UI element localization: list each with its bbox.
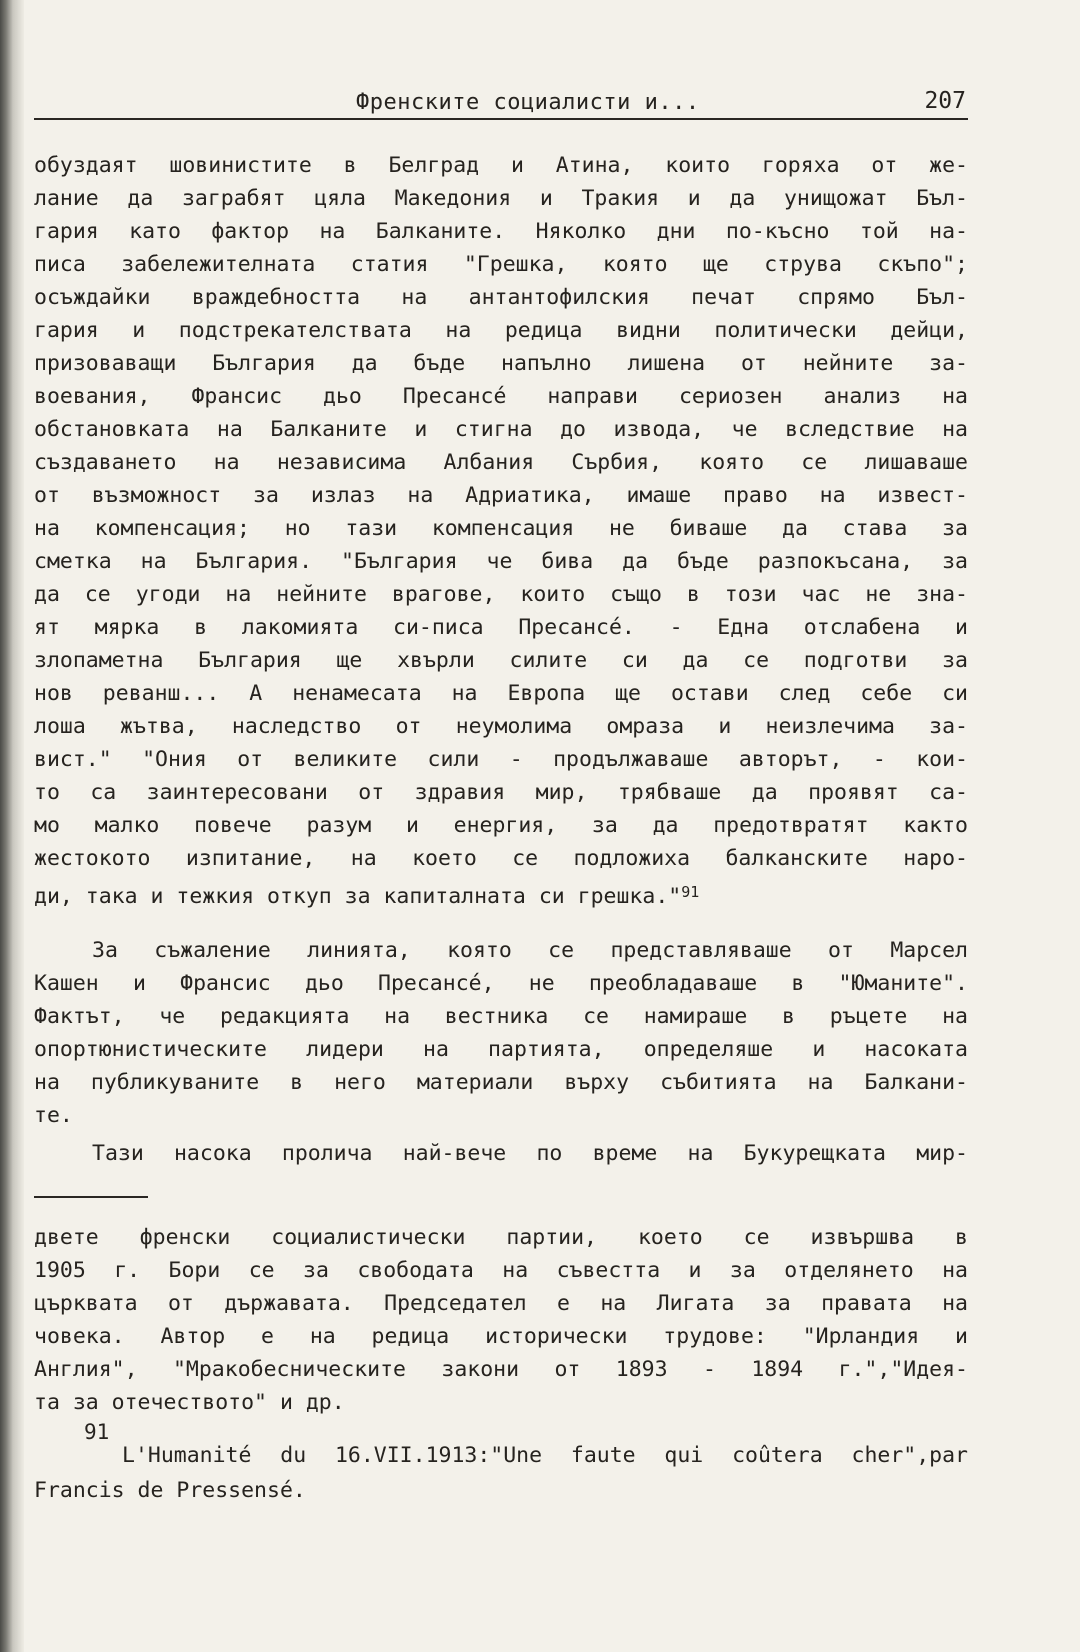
footnote-line: 1905 г. Бори се за свободата на съвестта и за отделянето на [34,1258,968,1283]
body-line: осъждайки враждебността на антантофилския печат спрямо Бъл- [34,285,968,310]
running-header [34,88,968,120]
body-line: гария и подстрекателствата на редица видни политически дейци, [34,318,968,343]
page-number: 207 [924,88,966,114]
running-title: Френските социалисти и... [356,90,700,115]
footnote-text: L'Humanité du 16.VII.1913:"Une faute qui coûtera cher",par [122,1443,968,1468]
body-line: Кашен и Франсис дьо Пресансé, не преобладаваше в "Юманите". [34,971,968,996]
footnote-reference: 91 [681,883,700,901]
body-line: лание да заграбят цяла Македония и Тракия и да унищожат Бъл- [34,186,968,211]
body-line: вист." "Ония от великите сили - продължаваше авторът, - кои- [34,747,968,772]
footnote-line: двете френски социалистически партии, което се извършва в [34,1225,968,1250]
body-line-text: ди, така и тежкия откуп за капиталната си грешка." [34,884,682,908]
body-line: то са заинтересовани от здравия мир, трябваше да проявят са- [34,780,968,805]
body-line: лоша жътва, наследство от неумолима омраза и неизлечима за- [34,714,968,739]
body-line: на публикуваните в него материали върху събитията на Балкани- [34,1070,968,1095]
body-line: писа забележителната статия "Грешка, която ще струва скъпо"; [34,252,968,277]
body-line: жестокото изпитание, на което се подложиха балканските наро- [34,846,968,871]
footnote-text-end: Francis de Pressensé. [34,1478,306,1503]
footnote-line: човека. Автор е на редица исторически трудове: "Ирландия и [34,1324,968,1349]
footnote-number: 91 [84,1420,110,1444]
body-line: призоваващи България да бъде напълно лишена от нейните за- [34,351,968,376]
body-line: злопаметна България ще хвърли силите си да се подготви за [34,648,968,673]
paragraph-first-line: Тази насока пролича най-вече по време на Букурещката мир- [92,1141,968,1166]
body-line: обуздаят шовинистите в Белград и Атина, които горяха от же- [34,153,968,178]
body-line: гария като фактор на Балканите. Няколко дни по-късно той на- [34,219,968,244]
footnote-separator [34,1196,148,1198]
body-line: опортюнистическите лидери на партията, определяше и насоката [34,1037,968,1062]
body-line: на компенсация; но тази компенсация не биваше да става за [34,516,968,541]
footnote-line: църквата от държавата. Председател е на Лигата за правата на [34,1291,968,1316]
body-line: те. [34,1103,73,1128]
footnote-line: та за отечеството" и др. [34,1390,345,1415]
body-line: воевания, Франсис дьо Пресансé направи сериозен анализ на [34,384,968,409]
footnote-line: Англия", "Мракобесническите закони от 1893 - 1894 г.","Идея- [34,1357,968,1382]
body-line: ят мярка в лакомията си-писа Пресансé. - Една отслабена и [34,615,968,640]
body-line: от възможност за излаз на Адриатика, имаше право на извест- [34,483,968,508]
body-line: мо малко повече разум и енергия, за да предотвратят както [34,813,968,838]
body-line: създаването на независима Албания Сърбия, която се лишаваше [34,450,968,475]
body-line: обстановката на Балканите и стигна до извода, че вследствие на [34,417,968,442]
body-line: сметка на България. "България че бива да бъде разпокъсана, за [34,549,968,574]
paragraph-first-line: За съжаление линията, която се представляваше от Марсел [92,938,968,963]
body-line: Фактът, че редакцията на вестника се намираше в ръцете на [34,1004,968,1029]
body-line: да се угоди на нейните врагове, които също в този час не зна- [34,582,968,607]
body-line-last [34,876,968,908]
body-line: нов реванш... А ненамесата на Европа ще остави след себе си [34,681,968,706]
